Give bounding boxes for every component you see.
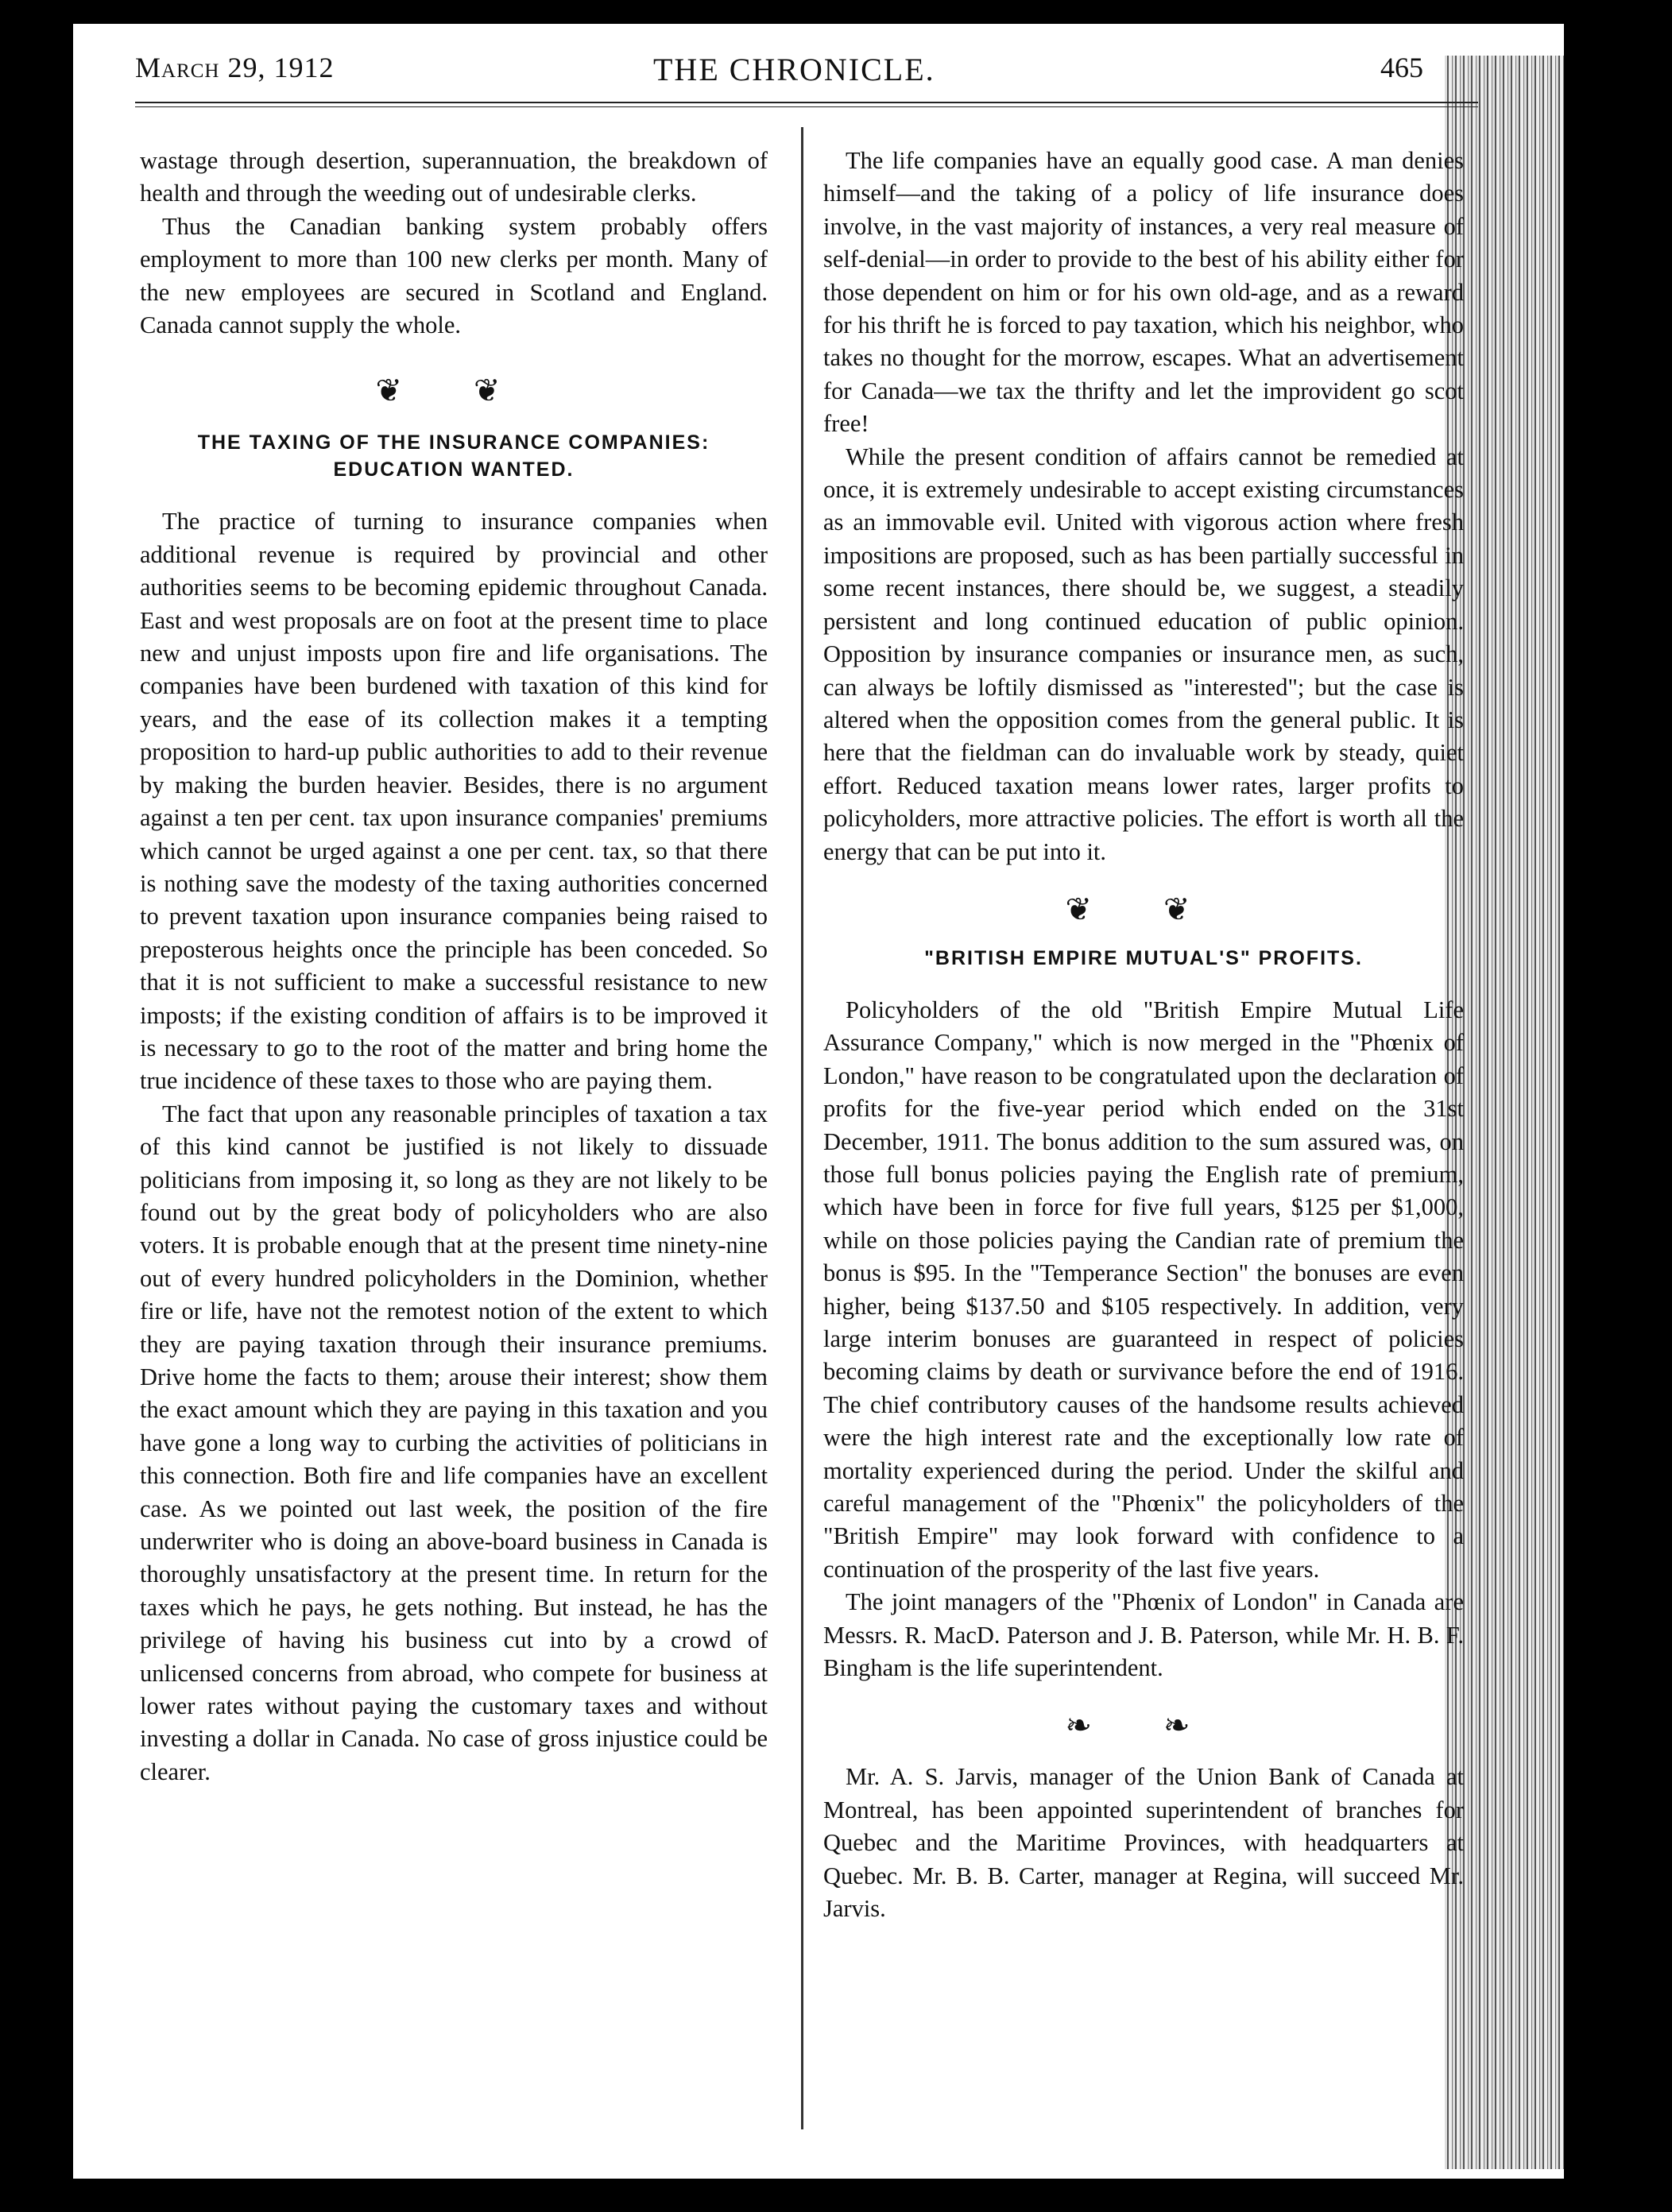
publication-title: THE CHRONICLE. xyxy=(653,52,935,87)
article-paragraph: The practice of turning to insurance companies when additional revenue is required by provincial and other authorities seems to be becoming epidemic throughout Canada. East and west proposals are on foot at the present time to place new and unjust imposts upon fire and life organisations. The companies have been burdened with taxation of this kind for years, and the ease of its collection makes it a tempting proposition to hard-up public authorities to add to their revenue by making the burden heavier. Besides, there is no argument against a ten per cent. tax upon insurance companies' premiums which cannot be urged against a one per cent. tax, so that there is nothing save the modesty of the taxing authorities concerned to prevent taxation upon insurance companies being raised to preposterous heights once the principle has been conceded. So that it is not sufficient to make a successful resistance to new imposts; if the existing condition of affairs is to be improved it is necessary to go to the root of the matter and bring home the true incidence of these taxes to those who are paying them. xyxy=(140,508,768,1095)
article-heading-british-empire: "BRITISH EMPIRE MUTUAL'S" PROFITS. xyxy=(924,946,1363,969)
news-item-paragraph: Mr. A. S. Jarvis, manager of the Union Bank of Canada at Montreal, has been appointed superintendent of branches for Quebec and the Maritime Provinces, with headquarters at Quebec. Mr. B. B. Carter, manager at Regina, will succeed Mr. Jarvis. xyxy=(823,1763,1464,1923)
article-paragraph: The life companies have an equally good case. A man denies himself—and the taking of a policy of life insurance does involve, in the vast majority of instances, a very real measure of self-denial—in order to provide to the best of his ability either for those dependent on him or for his own old-age, and as a reward for his thrift he is forced to pay taxation, which his neighbor, who takes no thought for the morrow, escapes. What an advertisement for Canada—we tax the thrifty and let the improvident go scot free! xyxy=(823,147,1464,438)
banking-paragraph: Thus the Canadian banking system probably offers employment to more than 100 new clerks per month. Many of the new employees are secured in Scotland and England. Canada cannot supply the whole. xyxy=(140,212,768,339)
newspaper-page xyxy=(73,24,1564,2179)
left-column xyxy=(140,145,768,1789)
column-divider xyxy=(801,127,803,2129)
header-rule xyxy=(135,102,1478,103)
continued-paragraph: wastage through desertion, superannuation, the breakdown of health and through the weeding out of undesirable clerks. xyxy=(140,147,768,207)
section-ornament: ❦ ❦ xyxy=(1065,891,1222,927)
issue-date: March 29, 1912 xyxy=(135,52,335,83)
article-heading-taxing: THE TAXING OF THE INSURANCE COMPANIES: EDUCATION WANTED. xyxy=(197,431,710,481)
article-paragraph: Policyholders of the old "British Empire Mutual Life Assurance Company," which is now merged in the "Phœnix of London," have reason to be congratulated upon the declaration of profits for the five-year period which ended on the 31st December, 1911. The bonus addition to the sum assured was, on those full bonus policies paying the English rate of premium, which have been in force for five full years, $125 per $1,000, while on those policies paying the Candian rate of premium the bonus is $95. In the "Temperance Section" the bonuses are even higher, being $137.50 and $105 respectively. In addition, very large interim bonuses are guaranteed in respect of policies becoming claims by death or survivance before the end of 1916. The chief contributory causes of the handsome results achieved were the high interest rate and the exceptionally low rate of mortality experienced during the period. Under the skilful and careful management of the "Phœnix" the policyholders of the "British Empire" may look forward with confidence to a continuation of the prosperity of the last five years. xyxy=(823,996,1464,1583)
section-ornament: ❦ ❦ xyxy=(375,373,532,409)
article-paragraph: The joint managers of the "Phœnix of London" in Canada are Messrs. R. MacD. Paterson and J. B. Paterson, while Mr. H. B. F. Bingham is the life superintendent. xyxy=(823,1588,1464,1682)
page-number: 465 xyxy=(1380,52,1423,83)
header-rule-thin xyxy=(135,106,1478,107)
article-paragraph: While the present condition of affairs cannot be remedied at once, it is extremely undesirable to accept existing circumstances as an immovable evil. United with vigorous action where fresh impositions are proposed, such as has been partially successful in some recent instances, there should be, we suggest, a steadily persistent and long continued education of public opinion. Opposition by insurance companies or insurance men, as such, can always be loftily dismissed as "interested"; but the case is altered when the opposition comes from the general public. It is here that the fieldman can do invaluable work by steady, quiet effort. Reduced taxation means lower rates, larger profits to policyholders, more attractive policies. The effort is worth all the energy that can be put into it. xyxy=(823,443,1464,865)
article-paragraph: The fact that upon any reasonable principles of taxation a tax of this kind cannot be justified is not likely to dissuade politicians from imposing it, so long as they are not likely to be found out by the great body of policyholders who are also voters. It is probable enough that at the present time ninety-nine out of every hundred policyholders in the Dominion, whether fire or life, have not the remotest notion of the extent to which they are paying taxation through their insurance premiums. Drive home the facts to them; arouse their interest; show them the exact amount which they are paying in this taxation and you have gone a long way to curbing the activities of politicians in this connection. Both fire and life companies have an excellent case. As we pointed out last week, the position of the fire underwriter who is doing an above-board business in Canada is thoroughly unsatisfactory at the present time. In return for the taxes which he pays, he gets nothing. But instead, he has the privilege of having his business cut into by a crowd of unlicensed concerns from abroad, who compete for business at lower rates without paying the customary taxes and without investing a dollar in Canada. No case of gross injustice could be clearer. xyxy=(140,1100,768,1785)
right-column xyxy=(823,145,1464,1926)
section-ornament: ❧ ❧ xyxy=(1065,1707,1222,1744)
